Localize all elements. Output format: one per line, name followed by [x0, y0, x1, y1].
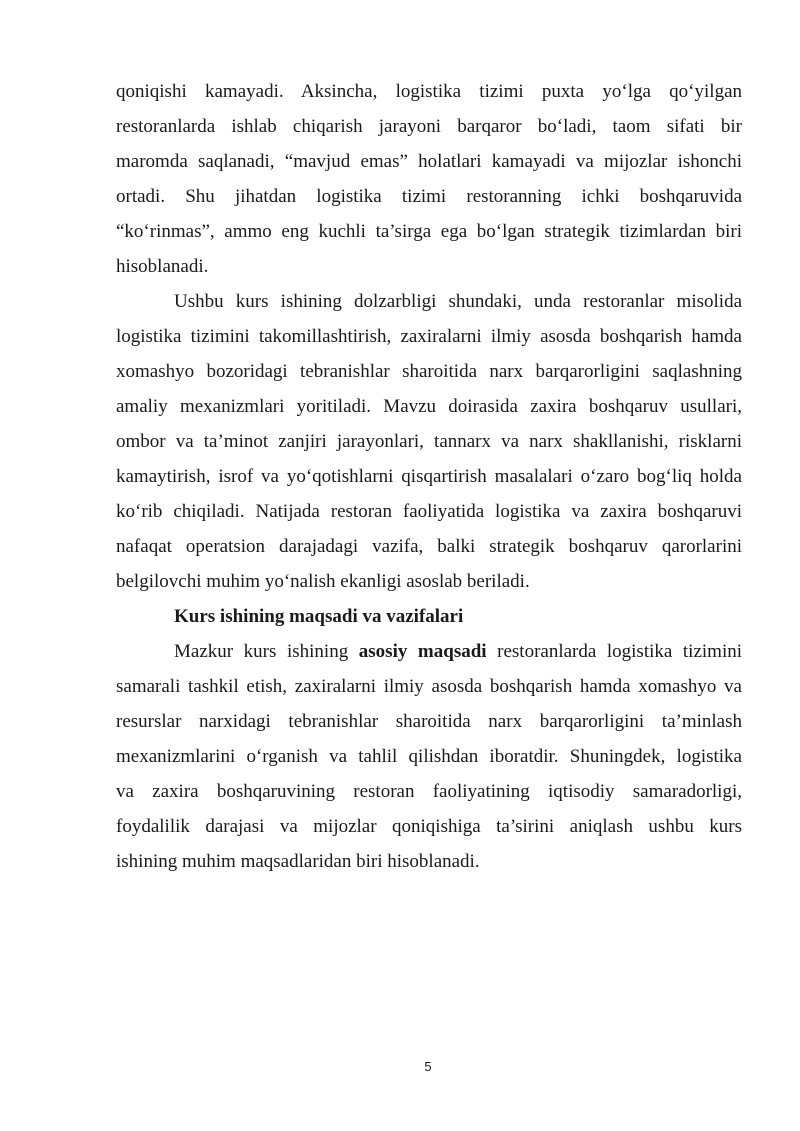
emphasized-text: asosiy maqsadi — [358, 641, 487, 662]
paragraph-relevance — [116, 284, 742, 599]
text-line: foydalilik darajasi va mijozlar qoniqishiga ta’sirini aniqlash ushbu kurs — [116, 816, 742, 837]
text-line — [116, 634, 742, 669]
text-run: restoranlarda logistika tizimini — [486, 641, 743, 662]
text-line: qoniqishi kamayadi. Aksincha, logistika tizimi puxta yo‘lga qo‘yilgan — [116, 81, 742, 102]
text-line: Ushbu kurs ishining dolzarbligi shundaki, unda restoranlar misolida — [174, 291, 742, 312]
text-line: “ko‘rinmas”, ammo eng kuchli ta’sirga ega bo‘lgan strategik tizimlardan biri — [116, 221, 742, 242]
page-number: 5 — [424, 1059, 432, 1074]
text-line: amaliy mexanizmlari yoritiladi. Mavzu doirasida zaxira boshqaruv usullari, — [116, 396, 742, 417]
text-line: logistika tizimini takomillashtirish, zaxiralarni ilmiy asosda boshqarish hamda — [116, 326, 742, 347]
text-line: ko‘rib chiqiladi. Natijada restoran faoliyatida logistika va zaxira boshqaruvi — [116, 501, 742, 522]
text-line: nafaqat operatsion darajadagi vazifa, balki strategik boshqaruv qarorlarini — [116, 536, 742, 557]
text-line: ishining muhim maqsadlaridan biri hisoblanadi. — [116, 851, 480, 872]
text-line: ombor va ta’minot zanjiri jarayonlari, tannarx va narx shakllanishi, risklarni — [116, 431, 742, 452]
text-line: hisoblanadi. — [116, 256, 209, 277]
text-line: belgilovchi muhim yo‘nalish ekanligi asoslab beriladi. — [116, 571, 530, 592]
text-line: ortadi. Shu jihatdan logistika tizimi restoranning ichki boshqaruvida — [116, 186, 742, 207]
paragraph-goal — [116, 634, 742, 879]
text-line: va zaxira boshqaruvining restoran faoliyatining iqtisodiy samaradorligi, — [116, 781, 742, 802]
text-line: resurslar narxidagi tebranishlar sharoitida narx barqarorligini ta’minlash — [116, 711, 742, 732]
text-line: xomashyo bozoridagi tebranishlar sharoitida narx barqarorligini saqlashning — [116, 361, 742, 382]
text-line: kamaytirish, isrof va yo‘qotishlarni qisqartirish masalalari o‘zaro bog‘liq holda — [116, 466, 742, 487]
section-heading: Kurs ishining maqsadi va vazifalari — [174, 606, 464, 627]
text-line: mexanizmlarini o‘rganish va tahlil qilishdan iboratdir. Shuningdek, logistika — [116, 746, 742, 767]
text-line: maromda saqlanadi, “mavjud emas” holatlari kamayadi va mijozlar ishonchi — [116, 151, 742, 172]
paragraph-continuation — [116, 74, 742, 284]
text-line: restoranlarda ishlab chiqarish jarayoni barqaror bo‘ladi, taom sifati bir — [116, 116, 742, 137]
text-line: samarali tashkil etish, zaxiralarni ilmiy asosda boshqarish hamda xomashyo va — [116, 676, 742, 697]
text-run: Mazkur kurs ishining — [174, 641, 359, 662]
body-text — [116, 74, 742, 879]
